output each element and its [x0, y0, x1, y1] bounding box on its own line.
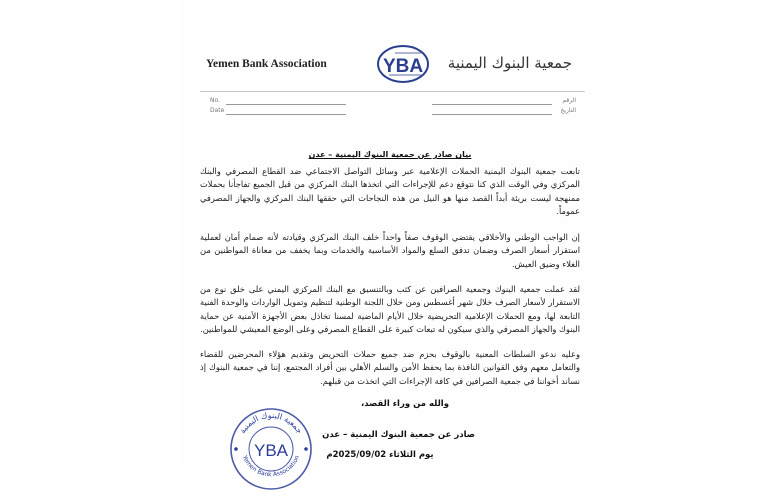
- english-org-name: Yemen Bank Association: [206, 58, 327, 70]
- number-label-ar: الرقم: [562, 97, 576, 104]
- date-line-en: [226, 114, 346, 115]
- letterhead: [180, 40, 600, 90]
- date-line-ar: [432, 114, 552, 115]
- date-line: يوم الثلاثاء 2025/09/02م: [326, 450, 434, 460]
- number-line-ar: [432, 104, 552, 105]
- stamp-center-text: YBA: [253, 441, 289, 460]
- date-field-row: [210, 107, 580, 117]
- number-line-en: [226, 104, 346, 105]
- logo-text: YBA: [382, 56, 424, 77]
- paragraph-3: لقد عملت جمعية البنوك وجمعية الصرافين عن كثب وبالتنسيق مع البنك المركزي اليمني على خلق نوع من الاستقرار لأسعار الصرف خلال شهر أغسطس ومن خلال اللجنة الوطنية لتنظيم وتمويل الواردات والوحدة الفنية التابعة لها، ومع الحملات الإعلامية التحريضية خلال الأيام الماضية لمسنا تخاذل بعض الأجهزة الأمنية عن حماية البنوك والجهاز المصرفي والذي سيكون له تبعات كبيرة على القطاع المصرفي وعلى الوضع المعيشي للمواطنين.: [200, 284, 580, 334]
- statement-title: بيان صادر عن جمعية البنوك اليمنية – عدن: [308, 150, 472, 159]
- stamp-arabic-arc: جمعية البنوك اليمنية: [237, 410, 305, 436]
- official-stamp: [228, 406, 314, 492]
- date-label-ar: التاريخ: [560, 107, 576, 114]
- issuer-line: صادر عن جمعية البنوك اليمنية – عدن: [322, 430, 475, 440]
- closing-line: والله من وراء القصد،: [361, 399, 449, 409]
- stamp-english-arc: Yemen Bank Association: [240, 454, 302, 479]
- paragraph-1: تابعت جمعية البنوك اليمنية الحملات الإعلامية عبر وسائل التواصل الاجتماعي ضد القطاع المصرفي والبنك المركزي وفي الوقت الذي كنا نتوقع دعم للإجراءات التي اتخذها البنك المركزي من قبل الجميع تفاجأنا بحملات ممنهجة ليست بريئة أبداً القصد منها هو النيل من هذه النجاحات التي حققها البنك المركزي والجهاز المصرفي عموماً.: [200, 166, 580, 216]
- paragraph-4: وعليه ندعو السلطات المعنية بالوقوف بحزم ضد جميع حملات التحريض وتقديم هؤلاء المحرضين للقضاء والتعامل معهم وفق القوانين النافذة بما يحفظ الأمن والسلم الأهلي بين أفراد المجتمع، إننا في جمعية البنوك إذ نساند أخواننا في جمعية الصرافين في كافة الإجراءات التي اتخذت من قبلهم.: [200, 349, 580, 386]
- header-divider: [200, 91, 585, 92]
- letter-page: [180, 0, 600, 479]
- yba-logo: [375, 43, 431, 85]
- number-label-en: No.: [210, 97, 220, 104]
- paragraph-2: إن الواجب الوطني والأخلاقي يقتضي الوقوف صفاً واحداً خلف البنك المركزي وقيادته لأنه صمام أمان لعملية استقرار أسعار الصرف وضمان تدفق السلع والمواد الأساسية والخدمات وبما يخفف من معاناة المواطنين من الغلاء وضيق العيش.: [200, 232, 580, 269]
- number-field-row: [210, 97, 580, 107]
- arabic-org-name: جمعية البنوك اليمنية: [447, 54, 572, 72]
- date-label-en: Date: [210, 107, 225, 114]
